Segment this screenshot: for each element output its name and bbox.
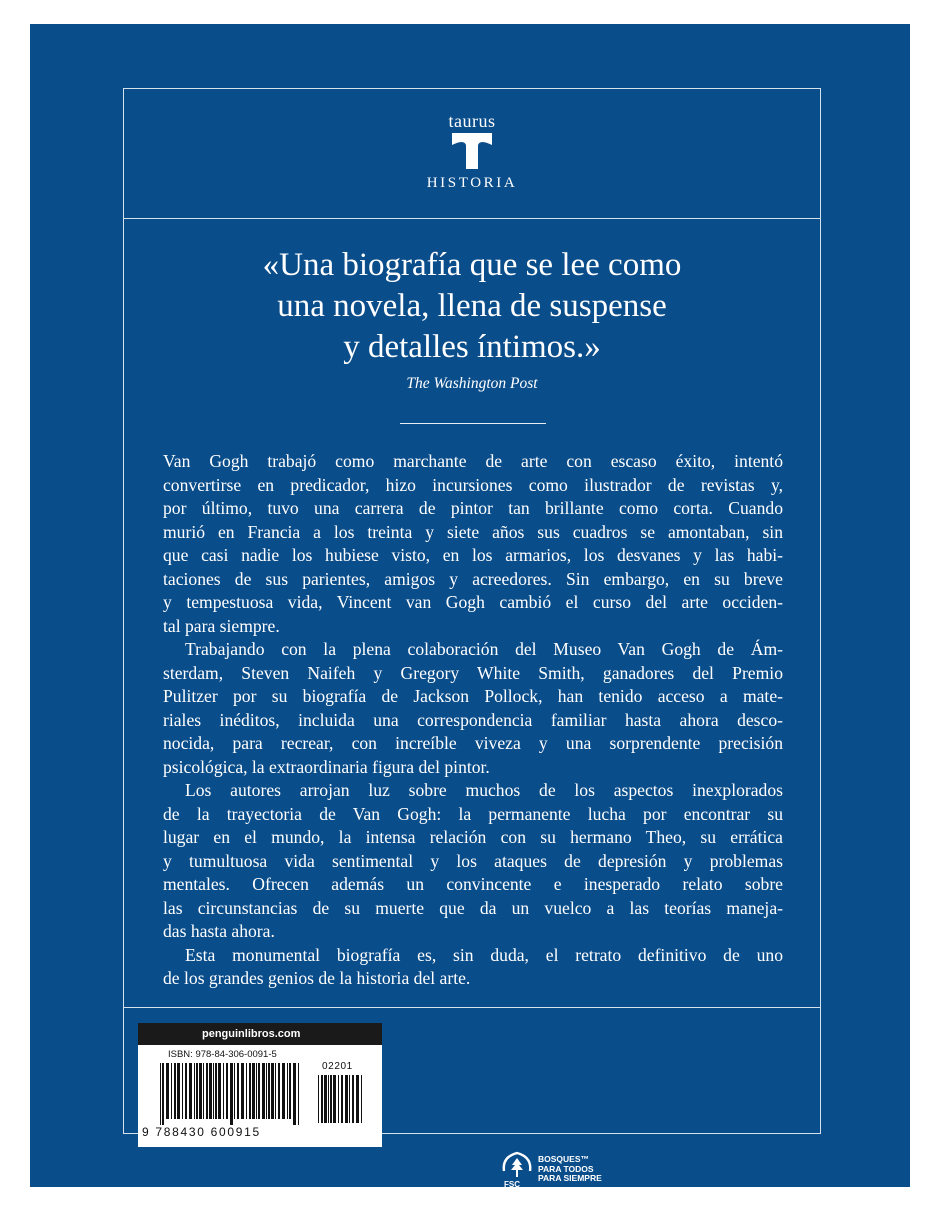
- publisher-website: penguinlibros.com: [138, 1023, 382, 1045]
- publisher-logo: [124, 111, 820, 192]
- synopsis-line: Van Gogh trabajó como marchante de arte con escaso éxito, intentó: [163, 451, 783, 471]
- barcode-bars: [160, 1063, 310, 1125]
- divider-bottom: [124, 1007, 820, 1008]
- synopsis-line: sterdam, Steven Naifeh y Gregory White Smith, ganadores del Premio: [163, 662, 783, 683]
- synopsis-line: de la trayectoria de Van Gogh: la permanente lucha por encontrar su: [163, 803, 783, 824]
- synopsis-line: de los grandes genios de la historia del arte.: [163, 968, 471, 988]
- short-divider: [400, 423, 546, 424]
- synopsis-line: psicológica, la extraordinaria figura del pintor.: [163, 756, 490, 777]
- synopsis-line: que casi nadie los hubiese visto, en los armarios, los desvanes y las habi-: [163, 545, 783, 565]
- synopsis-line: Esta monumental biografía es, sin duda, el retrato definitivo de uno: [185, 944, 783, 965]
- synopsis-line: por último, tuvo una carrera de pintor tan brillante como corta. Cuando: [163, 498, 783, 518]
- fsc-slogan-line: PARA SIEMPRE: [538, 1173, 602, 1183]
- fsc-logo: [500, 1149, 602, 1189]
- fsc-slogan: [538, 1155, 602, 1184]
- publisher-name: taurus: [448, 111, 496, 131]
- back-cover: [30, 24, 910, 1187]
- synopsis-line: murió en Francia a los treinta y siete años sus cuadros se amontaban, sin: [163, 521, 783, 542]
- synopsis: [163, 450, 783, 991]
- quote-line: una novela, llena de suspense: [277, 288, 667, 324]
- blurb-quote: [124, 245, 820, 368]
- isbn-number: ISBN: 978-84-306-0091-5: [168, 1049, 277, 1060]
- synopsis-line: las circunstancias de su muerte que da un vuelco a las teorías maneja-: [163, 897, 783, 918]
- synopsis-line: riales inéditos, incluida una correspondencia familiar hasta ahora desco-: [163, 709, 783, 730]
- quote-line: «Una biografía que se lee como: [262, 247, 682, 283]
- synopsis-line: nocida, para recrear, con increíble viveza y una sorprendente precisión: [163, 733, 783, 753]
- synopsis-line: y tumultuosa vida sentimental y los ataques de depresión y problemas: [163, 850, 783, 871]
- barcode-addon-digits: 02201: [322, 1061, 353, 1072]
- divider-top: [124, 218, 820, 219]
- synopsis-line: Los autores arrojan luz sobre muchos de los aspectos inexplorados: [185, 780, 783, 800]
- fsc-label: FSC: [504, 1180, 520, 1189]
- quote-attribution: The Washington Post: [406, 375, 538, 392]
- synopsis-line: Trabajando con la plena colaboración del Museo Van Gogh de Ám-: [185, 639, 783, 659]
- synopsis-line: y tempestuosa vida, Vincent van Gogh cambió el curso del arte occiden-: [163, 592, 783, 612]
- fsc-tree-icon: [500, 1149, 534, 1181]
- synopsis-line: tal para siempre.: [163, 615, 280, 636]
- fsc-slogan-line: PARA TODOS: [538, 1163, 594, 1174]
- barcode-digits: 9 788430 600915: [142, 1125, 261, 1139]
- cover-frame: [123, 88, 821, 1189]
- synopsis-line: Pulitzer por su biografía de Jackson Pollock, han tenido acceso a mate-: [163, 686, 783, 706]
- series-name: HISTORIA: [426, 175, 518, 191]
- taurus-t-icon: [450, 133, 494, 169]
- barcode-label: [138, 1023, 382, 1147]
- quote-line: y detalles íntimos.»: [343, 329, 601, 365]
- synopsis-line: mentales. Ofrecen además un convincente e inesperado relato sobre: [163, 874, 783, 894]
- synopsis-line: lugar en el mundo, la intensa relación con su hermano Theo, su errática: [163, 827, 783, 847]
- fsc-slogan-line: BOSQUES™: [538, 1154, 590, 1164]
- barcode-addon-bars: [318, 1075, 372, 1125]
- synopsis-line: das hasta ahora.: [163, 921, 275, 941]
- synopsis-line: taciones de sus parientes, amigos y acreedores. Sin embargo, en su breve: [163, 568, 783, 589]
- synopsis-line: convertirse en predicador, hizo incursiones como ilustrador de revistas y,: [163, 474, 783, 495]
